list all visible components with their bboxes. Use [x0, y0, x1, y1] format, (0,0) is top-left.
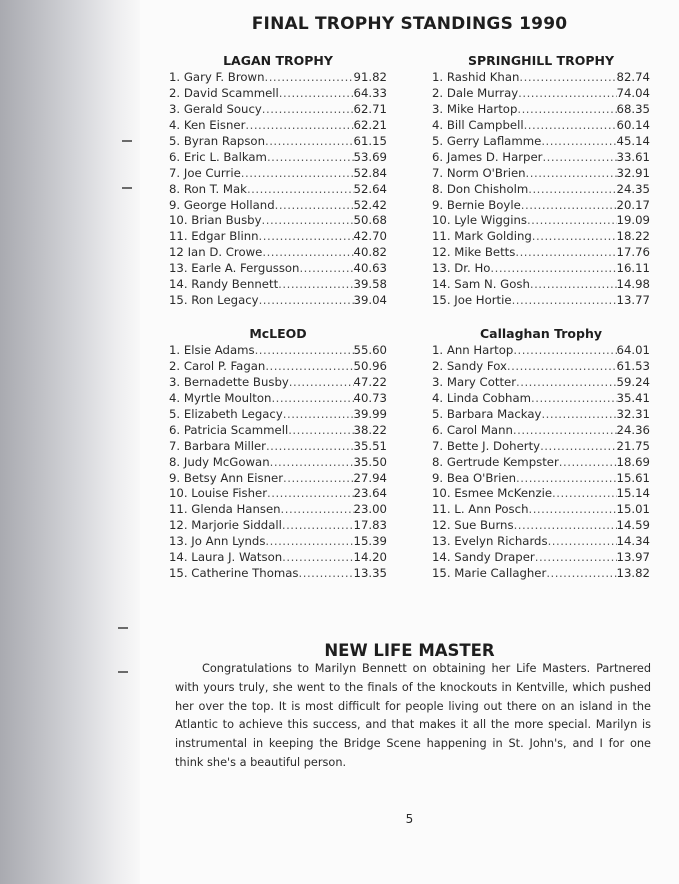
article-title: NEW LIFE MASTER — [324, 641, 495, 660]
dot-leader — [513, 423, 617, 439]
standing-row — [169, 343, 387, 359]
dot-leader — [530, 277, 617, 293]
player-name: 15. Marie Callagher — [432, 566, 547, 581]
player-name: 14. Sam N. Gosh — [432, 277, 530, 292]
standing-row — [432, 502, 650, 518]
player-name: 11. L. Ann Posch — [432, 502, 529, 517]
player-name: 2. Sandy Fox — [432, 358, 507, 373]
player-name: 15. Catherine Thomas — [169, 566, 299, 581]
dot-leader — [299, 261, 353, 277]
dot-leader — [528, 502, 616, 518]
dot-leader — [548, 534, 617, 550]
player-name: 2. Carol P. Fagan — [169, 358, 266, 373]
player-name: 13. Dr. Ho — [432, 261, 491, 276]
player-name: 6. James D. Harper — [432, 149, 543, 164]
player-score: 52.84 — [353, 165, 387, 180]
player-name: 9. George Holland — [169, 197, 275, 212]
player-score: 14.20 — [353, 550, 387, 565]
staple-mark — [122, 187, 132, 189]
standing-row — [169, 502, 387, 518]
player-score: 15.61 — [616, 470, 650, 485]
standing-row — [432, 118, 650, 134]
standing-row — [432, 534, 650, 550]
player-score: 40.82 — [353, 245, 387, 260]
standing-row — [169, 166, 387, 182]
player-name: 1. Elsie Adams — [169, 343, 255, 357]
player-score: 52.64 — [353, 181, 387, 196]
dot-leader — [299, 566, 354, 582]
player-name: 15. Joe Hortie — [432, 293, 512, 308]
standing-row — [169, 245, 387, 261]
player-score: 62.71 — [353, 101, 387, 116]
standing-row — [432, 102, 650, 118]
standing-row — [432, 277, 650, 293]
player-score: 82.74 — [616, 70, 650, 84]
standing-row — [169, 391, 387, 407]
staple-mark — [122, 140, 132, 142]
player-name: 10. Lyle Wiggins — [432, 213, 527, 228]
player-score: 15.14 — [616, 486, 650, 501]
player-name: 6. Eric L. Balkam — [169, 149, 267, 164]
dot-leader — [282, 550, 353, 566]
player-name: 13. Earle A. Fergusson — [169, 261, 300, 276]
player-score: 16.11 — [616, 261, 650, 276]
dot-leader — [527, 213, 617, 229]
player-score: 32.31 — [616, 406, 650, 421]
player-score: 50.96 — [353, 358, 387, 373]
player-name: 15. Ron Legacy — [169, 293, 259, 308]
player-score: 15.01 — [616, 502, 650, 517]
standing-row — [432, 391, 650, 407]
dot-leader — [275, 198, 354, 214]
dot-leader — [517, 102, 616, 118]
standing-row — [432, 150, 650, 166]
player-name: 5. Byran Rapson — [169, 133, 265, 148]
player-name: 9. Bernie Boyle — [432, 197, 521, 212]
player-name: 7. Bette J. Doherty — [432, 438, 541, 453]
standing-row — [432, 455, 650, 471]
standing-row — [432, 182, 650, 198]
player-score: 14.34 — [616, 534, 650, 549]
player-name: 6. Patricia Scammell — [169, 422, 289, 437]
dot-leader — [528, 182, 616, 198]
standing-row — [432, 471, 650, 487]
player-name: 2. Dale Murray — [432, 85, 519, 100]
staple-mark — [118, 671, 128, 673]
dot-leader — [516, 471, 616, 487]
player-name: 5. Gerry Laflamme — [432, 133, 542, 148]
player-score: 39.04 — [353, 293, 387, 308]
player-score: 18.22 — [616, 229, 650, 244]
standing-row — [169, 118, 387, 134]
player-name: 3. Mike Hartop — [432, 101, 518, 116]
dot-leader — [255, 343, 354, 359]
dot-leader — [266, 439, 354, 455]
page-title: FINAL TROPHY STANDINGS 1990 — [251, 14, 568, 34]
standing-row — [432, 213, 650, 229]
player-name: 14. Randy Bennett — [169, 277, 279, 292]
player-score: 35.41 — [616, 390, 650, 405]
player-name: 7. Barbara Miller — [169, 438, 266, 453]
player-score: 19.09 — [616, 213, 650, 228]
standing-row — [169, 407, 387, 423]
player-name: 13. Evelyn Richards — [432, 534, 548, 549]
standing-row — [432, 343, 650, 359]
player-score: 53.69 — [353, 149, 387, 164]
standing-row — [169, 455, 387, 471]
callaghan-trophy-section — [432, 325, 650, 582]
player-score: 23.64 — [353, 486, 387, 501]
player-score: 64.33 — [353, 85, 387, 100]
standing-row — [169, 86, 387, 102]
player-name: 8. Ron T. Mak — [169, 181, 247, 196]
dot-leader — [515, 245, 616, 261]
dot-leader — [265, 134, 354, 150]
standing-row — [432, 423, 650, 439]
standing-row — [432, 86, 650, 102]
player-score: 68.35 — [616, 101, 650, 116]
player-name: 1. Gary F. Brown — [169, 70, 265, 84]
dot-leader — [281, 502, 354, 518]
player-score: 14.59 — [616, 518, 650, 533]
dot-leader — [267, 150, 354, 166]
player-score: 32.91 — [616, 165, 650, 180]
section-title: McLEOD — [249, 326, 307, 341]
player-score: 45.14 — [616, 133, 650, 148]
player-name: 9. Bea O'Brien — [432, 470, 517, 485]
dot-leader — [531, 391, 617, 407]
dot-leader — [535, 550, 617, 566]
player-name: 12. Mike Betts — [432, 245, 516, 260]
section-title: SPRINGHILL TROPHY — [467, 53, 614, 68]
player-score: 13.35 — [353, 566, 387, 581]
dot-leader — [532, 229, 617, 245]
player-score: 35.51 — [353, 438, 387, 453]
standing-row — [169, 534, 387, 550]
dot-leader — [271, 391, 353, 407]
standing-row — [169, 102, 387, 118]
player-name: 8. Judy McGowan — [169, 454, 270, 469]
standing-row — [169, 566, 387, 582]
player-score: 40.63 — [353, 261, 387, 276]
staple-mark — [118, 627, 128, 629]
player-score: 13.97 — [616, 550, 650, 565]
player-score: 60.14 — [616, 117, 650, 132]
standing-row — [432, 245, 650, 261]
player-score: 35.50 — [353, 454, 387, 469]
standing-row — [432, 439, 650, 455]
player-name: 6. Carol Mann — [432, 422, 513, 437]
dot-leader — [526, 166, 617, 182]
standing-row — [169, 198, 387, 214]
player-score: 62.21 — [353, 117, 387, 132]
section-title: LAGAN TROPHY — [223, 53, 333, 68]
dot-leader — [265, 359, 353, 375]
dot-leader — [270, 455, 354, 471]
springhill-trophy-section — [432, 52, 650, 309]
article-body: Congratulations to Marilyn Bennett on obtaining her Life Masters. Partnered with yours truly, she went to the finals of the knockouts in Kentville, which pushed her over the top. It is most difficult for people living out there on an island in the Atlantic to achieve this success, and that makes it all the more special. Marilyn is instrumental in keeping the Bridge Scene happening in St. John's, and I for one think she's a beautiful person. — [175, 662, 651, 769]
player-score: 15.39 — [353, 534, 387, 549]
player-score: 17.76 — [616, 245, 650, 260]
binding-shadow — [0, 0, 140, 884]
standing-row — [432, 229, 650, 245]
standing-row — [169, 375, 387, 391]
dot-leader — [245, 118, 353, 134]
dot-leader — [264, 70, 353, 86]
dot-leader — [524, 118, 617, 134]
player-score: 91.82 — [353, 70, 387, 84]
player-score: 55.60 — [353, 343, 387, 357]
standing-row — [432, 293, 650, 309]
standing-row — [432, 407, 650, 423]
player-score: 27.94 — [353, 470, 387, 485]
player-name: 8. Don Chisholm — [432, 181, 529, 196]
dot-leader — [262, 213, 354, 229]
dot-leader — [512, 293, 617, 309]
player-name: 11. Mark Golding — [432, 229, 532, 244]
player-name: 13. Jo Ann Lynds — [169, 534, 266, 549]
standing-row — [432, 566, 650, 582]
player-score: 24.36 — [616, 422, 650, 437]
player-name: 4. Bill Campbell — [432, 117, 524, 132]
player-score: 61.15 — [353, 133, 387, 148]
player-score: 40.73 — [353, 390, 387, 405]
dot-leader — [507, 359, 617, 375]
player-name: 3. Bernadette Busby — [169, 374, 289, 389]
player-name: 11. Glenda Hansen — [169, 502, 281, 517]
dot-leader — [541, 407, 616, 423]
player-score: 14.98 — [616, 277, 650, 292]
player-score: 59.24 — [616, 374, 650, 389]
dot-leader — [282, 518, 354, 534]
player-name: 9. Betsy Ann Eisner — [169, 470, 284, 485]
standing-row — [169, 518, 387, 534]
mcleod-section — [169, 325, 387, 582]
player-name: 5. Barbara Mackay — [432, 406, 542, 421]
standing-row — [432, 486, 650, 502]
standing-row — [432, 375, 650, 391]
standing-row — [432, 518, 650, 534]
player-name: 10. Esmee McKenzie — [432, 486, 553, 501]
player-name: 3. Mary Cotter — [432, 374, 517, 389]
lagan-trophy-section — [169, 52, 387, 309]
dot-leader — [559, 455, 617, 471]
dot-leader — [259, 293, 354, 309]
standing-row — [169, 70, 387, 86]
standing-row — [169, 261, 387, 277]
standing-row — [169, 439, 387, 455]
dot-leader — [265, 534, 353, 550]
dot-leader — [289, 375, 354, 391]
standing-row — [432, 70, 650, 86]
player-score: 18.69 — [616, 454, 650, 469]
standing-row — [432, 198, 650, 214]
player-score: 24.35 — [616, 181, 650, 196]
dot-leader — [262, 245, 353, 261]
standing-row — [169, 359, 387, 375]
dot-leader — [259, 229, 354, 245]
player-score: 21.75 — [616, 438, 650, 453]
dot-leader — [262, 102, 354, 118]
dot-leader — [490, 261, 616, 277]
player-score: 64.01 — [616, 343, 650, 357]
player-score: 50.68 — [353, 213, 387, 228]
standing-row — [169, 423, 387, 439]
standings-list — [432, 70, 650, 309]
dot-leader — [541, 134, 616, 150]
player-score: 20.17 — [616, 197, 650, 212]
dot-leader — [513, 343, 616, 359]
standing-row — [432, 550, 650, 566]
player-score: 39.99 — [353, 406, 387, 421]
player-name: 3. Gerald Soucy — [169, 101, 262, 116]
player-name: 7. Norm O'Brien — [432, 165, 526, 180]
standing-row — [169, 293, 387, 309]
standing-row — [169, 550, 387, 566]
player-name: 7. Joe Currie — [169, 165, 241, 180]
standing-row — [169, 229, 387, 245]
player-name: 1. Ann Hartop — [432, 343, 514, 357]
dot-leader — [279, 86, 354, 102]
player-score: 13.82 — [616, 566, 650, 581]
dot-leader — [552, 486, 617, 502]
player-score: 52.42 — [353, 197, 387, 212]
player-score: 13.77 — [616, 293, 650, 308]
player-score: 61.53 — [616, 358, 650, 373]
standing-row — [432, 261, 650, 277]
dot-leader — [521, 198, 617, 214]
section-title: Callaghan Trophy — [479, 326, 603, 341]
standings-list — [169, 343, 387, 582]
player-score: 47.22 — [353, 374, 387, 389]
player-score: 23.00 — [353, 502, 387, 517]
standing-row — [432, 134, 650, 150]
player-name: 10. Brian Busby — [169, 213, 262, 228]
standing-row — [169, 277, 387, 293]
player-score: 39.58 — [353, 277, 387, 292]
dot-leader — [283, 471, 354, 487]
player-score: 17.83 — [353, 518, 387, 533]
dot-leader — [283, 407, 354, 423]
standing-row — [169, 471, 387, 487]
player-name: 12 Ian D. Crowe — [169, 245, 263, 260]
standings-list — [169, 70, 387, 309]
standing-row — [169, 182, 387, 198]
player-name: 4. Ken Eisner — [169, 117, 246, 132]
standing-row — [169, 134, 387, 150]
player-name: 12. Marjorie Siddall — [169, 518, 282, 533]
player-score: 38.22 — [353, 422, 387, 437]
player-score: 33.61 — [616, 149, 650, 164]
dot-leader — [288, 423, 353, 439]
standing-row — [169, 150, 387, 166]
dot-leader — [546, 566, 616, 582]
dot-leader — [518, 86, 616, 102]
standings-list — [432, 343, 650, 582]
dot-leader — [514, 518, 617, 534]
page-number: 5 — [405, 812, 414, 826]
player-score: 42.70 — [353, 229, 387, 244]
standing-row — [169, 486, 387, 502]
standing-row — [169, 213, 387, 229]
player-name: 5. Elizabeth Legacy — [169, 406, 283, 421]
dot-leader — [247, 182, 354, 198]
player-name: 1. Rashid Khan — [432, 70, 520, 84]
dot-leader — [540, 439, 616, 455]
player-score: 74.04 — [616, 85, 650, 100]
dot-leader — [516, 375, 617, 391]
dot-leader — [542, 150, 616, 166]
player-name: 11. Edgar Blinn — [169, 229, 259, 244]
player-name: 10. Louise Fisher — [169, 486, 268, 501]
player-name: 14. Sandy Draper — [432, 550, 535, 565]
dot-leader — [519, 70, 616, 86]
standing-row — [432, 166, 650, 182]
player-name: 4. Myrtle Moulton — [169, 390, 272, 405]
player-name: 2. David Scammell — [169, 85, 279, 100]
player-name: 12. Sue Burns — [432, 518, 514, 533]
standing-row — [432, 359, 650, 375]
player-name: 8. Gertrude Kempster — [432, 454, 559, 469]
dot-leader — [267, 486, 354, 502]
player-name: 4. Linda Cobham — [432, 390, 532, 405]
dot-leader — [241, 166, 354, 182]
dot-leader — [278, 277, 353, 293]
player-name: 14. Laura J. Watson — [169, 550, 283, 565]
